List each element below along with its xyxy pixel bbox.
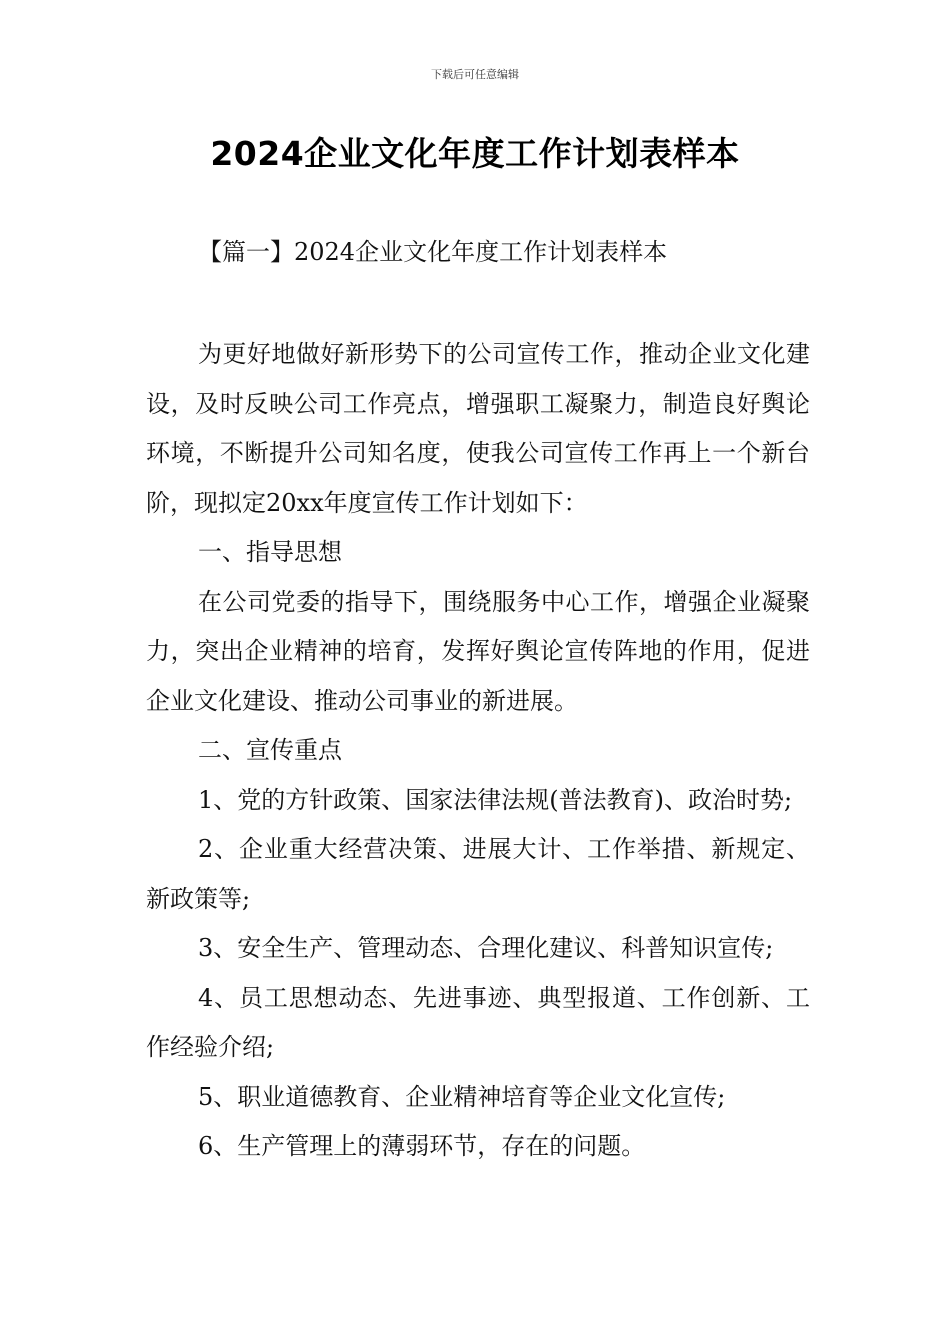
list-item: 5、职业道德教育、企业精神培育等企业文化宣传; [198,1082,726,1111]
guiding-ideology-paragraph: 在公司党委的指导下，围绕服务中心工作，增强企业凝聚力，突出企业精神的培育，发挥好舆论宣传阵地的作用，促进企业文化建设、推动公司事业的新进展。 [146,587,810,715]
intro-paragraph: 为更好地做好新形势下的公司宣传工作，推动企业文化建设，及时反映公司工作亮点，增强职工凝聚力，制造良好舆论环境，不断提升公司知名度，使我公司宣传工作再上一个新台阶，现拟定20xx年度宣传工作计划如下： [146,340,810,517]
list-item: 2、企业重大经营决策、进展大计、工作举措、新规定、新政策等; [146,835,810,913]
document-title: 2024企业文化年度工作计划表样本 [210,134,740,173]
list-item: 1、党的方针政策、国家法律法规(普法教育)、政治时势; [198,785,793,814]
heading-guiding-ideology: 一、指导思想 [198,538,342,566]
header-note: 下载后可任意编辑 [431,68,519,81]
list-item: 3、安全生产、管理动态、合理化建议、科普知识宣传; [198,934,774,962]
list-item: 4、员工思想动态、先进事迹、典型报道、工作创新、工作经验介绍; [146,983,810,1061]
list-item: 6、生产管理上的薄弱环节，存在的问题。 [198,1132,646,1160]
section-heading: 【篇一】2024企业文化年度工作计划表样本 [198,238,668,266]
document-body [146,330,810,1172]
heading-publicity-focus: 二、宣传重点 [198,736,342,764]
